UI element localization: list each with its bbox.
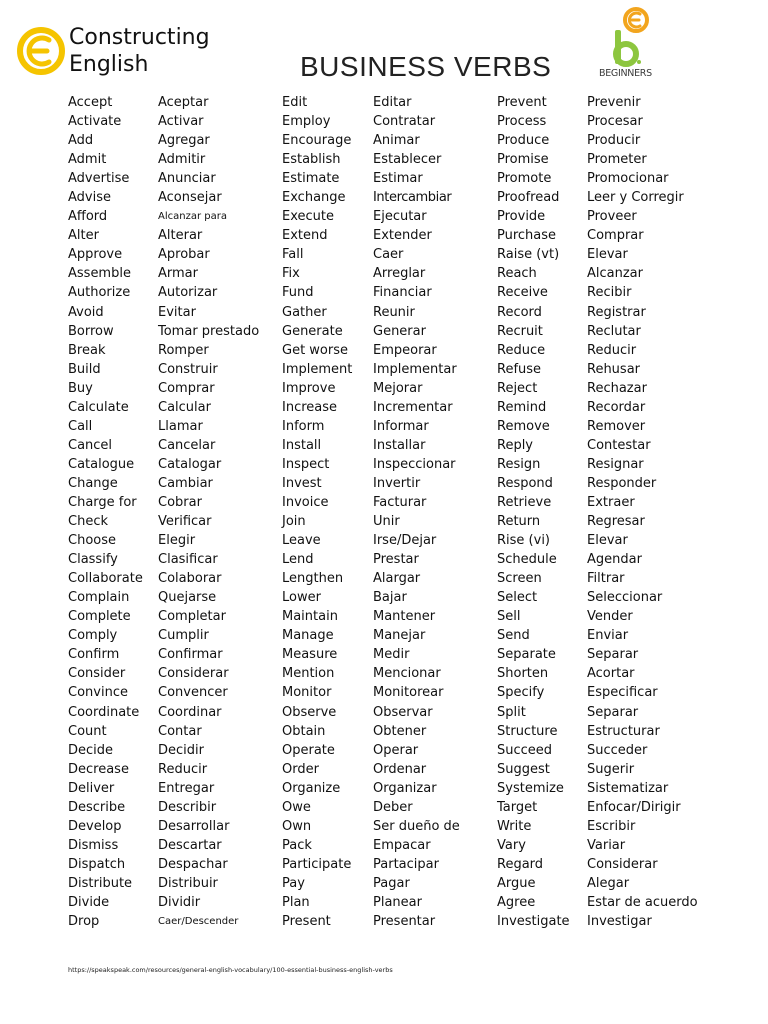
english-verb: Buy	[68, 380, 93, 396]
english-verb: Deliver	[68, 780, 115, 796]
english-verb: Promise	[497, 152, 549, 168]
spanish-verb: Reducir	[158, 761, 208, 777]
spanish-verb: Reunir	[373, 304, 415, 320]
spanish-verb: Alcanzar	[587, 266, 643, 282]
spanish-verb: Prestar	[373, 552, 419, 568]
constructing-english-logo-icon	[16, 26, 66, 76]
spanish-verb: Cobrar	[158, 494, 202, 510]
english-verb: Vary	[497, 837, 526, 853]
english-verb: Improve	[282, 380, 336, 396]
english-verb: Count	[68, 723, 107, 739]
english-verb: Check	[68, 514, 108, 530]
english-verb: Inspect	[282, 456, 330, 472]
english-verb: Dispatch	[68, 856, 126, 872]
english-verb: Remind	[497, 399, 547, 415]
spanish-verb: Acortar	[587, 666, 635, 682]
spanish-verb: Promocionar	[587, 171, 669, 187]
spanish-verb: Establecer	[373, 152, 442, 168]
spanish-verb: Producir	[587, 133, 641, 149]
spanish-verb: Organizar	[373, 780, 437, 796]
spanish-verb: Partacipar	[373, 856, 439, 872]
english-verb: Prevent	[497, 95, 547, 110]
spanish-verb: Procesar	[587, 114, 643, 130]
english-verb: Manage	[282, 628, 334, 644]
english-verb: Break	[68, 342, 106, 358]
spanish-verb: Caer	[373, 247, 404, 263]
english-verb: Owe	[282, 799, 311, 815]
spanish-verb: Separar	[587, 704, 639, 720]
spanish-verb: Medir	[373, 647, 410, 663]
english-verb: Reach	[497, 266, 537, 282]
english-verb: Schedule	[497, 552, 557, 568]
spanish-verb: Contratar	[373, 114, 436, 130]
english-verb: Lower	[282, 590, 321, 606]
english-verb: Invoice	[282, 494, 329, 510]
english-verb: Drop	[68, 914, 100, 930]
english-verb: Develop	[68, 818, 122, 834]
spanish-verb: Considerar	[587, 856, 658, 872]
spanish-verb: Facturar	[373, 494, 427, 510]
spanish-verb: Ordenar	[373, 761, 427, 777]
english-verb: Structure	[497, 723, 558, 739]
spanish-verb: Empeorar	[373, 342, 437, 358]
english-verb: Select	[497, 590, 538, 606]
english-verb: Build	[68, 361, 101, 377]
spanish-verb: Considerar	[158, 666, 229, 682]
english-verb: Retrieve	[497, 494, 552, 510]
spanish-verb: Tomar prestado	[158, 323, 260, 339]
english-verb: Lengthen	[282, 571, 344, 587]
english-verb: Call	[68, 418, 93, 434]
english-verb: Separate	[497, 647, 556, 663]
spanish-verb: Editar	[373, 95, 412, 110]
spanish-verb: Registrar	[587, 304, 646, 320]
english-verb: Avoid	[68, 304, 104, 320]
spanish-verb: Colaborar	[158, 571, 222, 587]
spanish-verb: Contar	[158, 723, 202, 739]
english-verb: Reply	[497, 437, 534, 453]
spanish-verb: Mejorar	[373, 380, 423, 396]
english-verb: Maintain	[282, 609, 338, 625]
spanish-verb: Variar	[587, 837, 626, 853]
english-verb: Organize	[282, 780, 341, 796]
spanish-verb: Elevar	[587, 533, 628, 549]
spanish-verb: Despachar	[158, 856, 228, 872]
spanish-verb: Estimar	[373, 171, 423, 187]
english-verb: Rise (vi)	[497, 533, 550, 549]
spanish-verb: Estructurar	[587, 723, 660, 739]
english-verb: Raise (vt)	[497, 247, 560, 263]
english-verb: Reduce	[497, 342, 546, 358]
english-verb: Mention	[282, 666, 335, 682]
spanish-verb: Admitir	[158, 152, 206, 168]
english-verb: Cancel	[68, 437, 113, 453]
english-verb: Catalogue	[68, 456, 135, 472]
english-verb: Provide	[497, 209, 546, 225]
english-verb: Refuse	[497, 361, 542, 377]
english-verb: Describe	[68, 799, 126, 815]
spanish-verb: Enviar	[587, 628, 629, 644]
english-verb: Succeed	[497, 742, 553, 758]
spanish-verb: Clasificar	[158, 552, 218, 568]
english-verb: Investigate	[497, 914, 570, 930]
brand-name	[69, 24, 210, 78]
english-verb: Sell	[497, 609, 521, 625]
spanish-verb: Animar	[373, 133, 420, 149]
english-verb: Add	[68, 133, 94, 149]
spanish-verb: Implementar	[373, 361, 457, 377]
spanish-verb: Observar	[373, 704, 433, 720]
english-verb: Invest	[282, 475, 322, 491]
spanish-verb: Mantener	[373, 609, 436, 625]
english-verb: Resign	[497, 456, 541, 472]
english-verb: Screen	[497, 571, 542, 587]
spanish-verb: Decidir	[158, 742, 204, 758]
english-verb: Return	[497, 514, 541, 530]
english-verb: Complain	[68, 590, 130, 606]
spanish-verb: Generar	[373, 323, 426, 339]
spanish-verb: Seleccionar	[587, 590, 663, 606]
english-verb: Specify	[497, 685, 545, 701]
spanish-verb: Responder	[587, 475, 657, 491]
spanish-verb: Manejar	[373, 628, 426, 644]
spanish-verb: Autorizar	[158, 285, 218, 301]
source-url: https://speakspeak.com/resources/general-english-vocabulary/100-essential-business-english-verbs	[68, 966, 393, 974]
beginners-logo-icon	[608, 6, 664, 70]
english-verb: Advise	[68, 190, 111, 206]
spanish-verb: Leer y Corregir	[587, 190, 684, 206]
english-verb: Proofread	[497, 190, 560, 206]
english-verb: Reject	[497, 380, 538, 396]
beginners-logo	[590, 6, 680, 84]
spanish-verb: Dividir	[158, 894, 201, 910]
spanish-verb: Extraer	[587, 494, 635, 510]
spanish-verb: Agregar	[158, 133, 210, 149]
english-verb: Charge for	[68, 494, 137, 510]
english-verb: Generate	[282, 323, 343, 339]
english-verb: Collaborate	[68, 571, 143, 587]
english-verb: Participate	[282, 856, 352, 872]
spanish-verb: Presentar	[373, 914, 436, 930]
english-verb: Comply	[68, 628, 118, 644]
spanish-verb: Agendar	[587, 552, 642, 568]
spanish-verb: Mencionar	[373, 666, 441, 682]
verb-column-english-1	[68, 93, 143, 931]
english-verb: Target	[497, 799, 538, 815]
spanish-verb: Calcular	[158, 399, 211, 415]
english-verb: Order	[282, 761, 319, 777]
spanish-verb: Catalogar	[158, 456, 222, 472]
english-verb: Fix	[282, 266, 300, 282]
english-verb: Fall	[282, 247, 304, 263]
english-verb: Admit	[68, 152, 107, 168]
english-verb: Record	[497, 304, 542, 320]
spanish-verb: Cumplir	[158, 628, 209, 644]
english-verb: Dismiss	[68, 837, 119, 853]
spanish-verb: Invertir	[373, 475, 421, 491]
spanish-verb: Comprar	[158, 380, 215, 396]
english-verb: Measure	[282, 647, 338, 663]
english-verb: Coordinate	[68, 704, 140, 720]
english-verb: Edit	[282, 95, 308, 110]
spanish-verb: Cambiar	[158, 475, 213, 491]
spanish-verb: Comprar	[587, 228, 644, 244]
english-verb: Receive	[497, 285, 548, 301]
english-verb: Observe	[282, 704, 337, 720]
spanish-verb: Regresar	[587, 514, 645, 530]
spanish-verb: Caer/Descender	[158, 916, 239, 928]
spanish-verb: Alegar	[587, 875, 630, 891]
spanish-verb: Rechazar	[587, 380, 647, 396]
english-verb: Send	[497, 628, 530, 644]
brand-line-2: English	[69, 52, 149, 77]
spanish-verb: Prometer	[587, 152, 647, 168]
english-verb: Pack	[282, 837, 312, 853]
spanish-verb: Rehusar	[587, 361, 641, 377]
spanish-verb: Unir	[373, 514, 400, 530]
spanish-verb: Contestar	[587, 437, 651, 453]
spanish-verb: Aprobar	[158, 247, 210, 263]
english-verb: Operate	[282, 742, 335, 758]
spanish-verb: Empacar	[373, 837, 431, 853]
spanish-verb: Inspeccionar	[373, 456, 456, 472]
spanish-verb: Prevenir	[587, 95, 641, 110]
english-verb: Extend	[282, 228, 328, 244]
spanish-verb: Enfocar/Dirigir	[587, 799, 681, 815]
spanish-verb: Recordar	[587, 399, 646, 415]
spanish-verb: Desarrollar	[158, 818, 230, 834]
spanish-verb: Sistematizar	[587, 780, 669, 796]
spanish-verb: Separar	[587, 647, 639, 663]
english-verb: Activate	[68, 114, 122, 130]
english-verb: Borrow	[68, 323, 114, 339]
beginners-label: BEGINNERS	[599, 68, 652, 79]
english-verb: Present	[282, 914, 331, 930]
english-verb: Calculate	[68, 399, 129, 415]
english-verb: Purchase	[497, 228, 557, 244]
spanish-verb: Confirmar	[158, 647, 223, 663]
spanish-verb: Descartar	[158, 837, 222, 853]
spanish-verb: Escribir	[587, 818, 636, 834]
brand-line-1: Constructing	[69, 25, 210, 50]
english-verb: Argue	[497, 875, 536, 891]
english-verb: Get worse	[282, 342, 349, 358]
spanish-verb: Financiar	[373, 285, 432, 301]
spanish-verb: Romper	[158, 342, 209, 358]
spanish-verb: Resignar	[587, 456, 644, 472]
english-verb: Produce	[497, 133, 550, 149]
spanish-verb: Entregar	[158, 780, 215, 796]
english-verb: Lend	[282, 552, 314, 568]
spanish-verb: Planear	[373, 894, 422, 910]
spanish-verb: Activar	[158, 114, 204, 130]
spanish-verb: Evitar	[158, 304, 196, 320]
spanish-verb: Succeder	[587, 742, 648, 758]
english-verb: Implement	[282, 361, 353, 377]
english-verb: Plan	[282, 894, 310, 910]
spanish-verb: Alargar	[373, 571, 421, 587]
spanish-verb: Alterar	[158, 228, 203, 244]
spanish-verb: Aconsejar	[158, 190, 222, 206]
english-verb: Remove	[497, 418, 550, 434]
english-verb: Encourage	[282, 133, 352, 149]
english-verb: Process	[497, 114, 547, 130]
spanish-verb: Coordinar	[158, 704, 222, 720]
english-verb: Leave	[282, 533, 321, 549]
spanish-verb: Armar	[158, 266, 198, 282]
english-verb: Decide	[68, 742, 114, 758]
english-verb: Suggest	[497, 761, 550, 777]
spanish-verb: Proveer	[587, 209, 637, 225]
english-verb: Gather	[282, 304, 327, 320]
constructing-english-logo	[16, 24, 246, 80]
verb-column-spanish-2	[373, 93, 460, 931]
english-verb: Execute	[282, 209, 334, 225]
spanish-verb: Describir	[158, 799, 217, 815]
spanish-verb: Anunciar	[158, 171, 216, 187]
english-verb: Confirm	[68, 647, 120, 663]
english-verb: Establish	[282, 152, 341, 168]
english-verb: Complete	[68, 609, 131, 625]
english-verb: Approve	[68, 247, 123, 263]
english-verb: Split	[497, 704, 526, 720]
english-verb: Consider	[68, 666, 126, 682]
english-verb: Distribute	[68, 875, 133, 891]
spanish-verb: Arreglar	[373, 266, 426, 282]
spanish-verb: Quejarse	[158, 590, 217, 606]
spanish-verb: Remover	[587, 418, 646, 434]
english-verb: Decrease	[68, 761, 129, 777]
english-verb: Fund	[282, 285, 314, 301]
spanish-verb: Informar	[373, 418, 429, 434]
english-verb: Monitor	[282, 685, 332, 701]
english-verb: Inform	[282, 418, 325, 434]
spanish-verb: Aceptar	[158, 95, 209, 110]
spanish-verb: Distribuir	[158, 875, 218, 891]
english-verb: Classify	[68, 552, 118, 568]
spanish-verb: Alcanzar para	[158, 211, 227, 223]
spanish-verb: Recibir	[587, 285, 632, 301]
english-verb: Authorize	[68, 285, 131, 301]
spanish-verb: Elegir	[158, 533, 196, 549]
spanish-verb: Investigar	[587, 914, 652, 930]
english-verb: Shorten	[497, 666, 549, 682]
spanish-verb: Irse/Dejar	[373, 533, 437, 549]
spanish-verb: Reducir	[587, 342, 637, 358]
spanish-verb: Intercambiar	[373, 190, 452, 206]
spanish-verb: Estar de acuerdo	[587, 894, 698, 910]
english-verb: Regard	[497, 856, 544, 872]
english-verb: Accept	[68, 95, 113, 110]
spanish-verb: Operar	[373, 742, 419, 758]
english-verb: Pay	[282, 875, 305, 891]
spanish-verb: Elevar	[587, 247, 628, 263]
english-verb: Install	[282, 437, 322, 453]
english-verb: Agree	[497, 894, 536, 910]
spanish-verb: Sugerir	[587, 761, 635, 777]
english-verb: Obtain	[282, 723, 326, 739]
spanish-verb: Convencer	[158, 685, 228, 701]
english-verb: Own	[282, 818, 312, 834]
spanish-verb: Pagar	[373, 875, 410, 891]
spanish-verb: Completar	[158, 609, 226, 625]
spanish-verb: Ejecutar	[373, 209, 427, 225]
english-verb: Alter	[68, 228, 99, 244]
page-title: BUSINESS VERBS	[300, 51, 552, 82]
spanish-verb: Monitorear	[373, 685, 444, 701]
spanish-verb: Incrementar	[373, 399, 453, 415]
english-verb: Increase	[282, 399, 338, 415]
spanish-verb: Verificar	[158, 514, 212, 530]
spanish-verb: Especificar	[587, 685, 658, 701]
english-verb: Join	[282, 514, 306, 530]
english-verb: Advertise	[68, 171, 130, 187]
spanish-verb: Ser dueño de	[373, 818, 460, 834]
english-verb: Promote	[497, 171, 552, 187]
spanish-verb: Reclutar	[587, 323, 641, 339]
english-verb: Afford	[68, 209, 108, 225]
spanish-verb: Construir	[158, 361, 218, 377]
english-verb: Assemble	[68, 266, 131, 282]
english-verb: Write	[497, 818, 532, 834]
spanish-verb: Installar	[373, 437, 426, 453]
spanish-verb: Vender	[587, 609, 633, 625]
english-verb: Exchange	[282, 190, 346, 206]
spanish-verb: Llamar	[158, 418, 203, 434]
spanish-verb: Cancelar	[158, 437, 216, 453]
spanish-verb: Deber	[373, 799, 413, 815]
spanish-verb: Extender	[373, 228, 432, 244]
english-verb: Divide	[68, 894, 110, 910]
spanish-verb: Bajar	[373, 590, 407, 606]
english-verb: Respond	[497, 475, 553, 491]
english-verb: Choose	[68, 533, 116, 549]
verb-column-spanish-3	[587, 93, 698, 931]
english-verb: Change	[68, 475, 118, 491]
english-verb: Convince	[68, 685, 128, 701]
verb-column-english-3	[497, 93, 570, 931]
spanish-verb: Obtener	[373, 723, 427, 739]
english-verb: Recruit	[497, 323, 543, 339]
verb-column-english-2	[282, 93, 352, 931]
spanish-verb: Filtrar	[587, 571, 625, 587]
english-verb: Estimate	[282, 171, 340, 187]
english-verb: Employ	[282, 114, 331, 130]
english-verb: Systemize	[497, 780, 564, 796]
verb-column-spanish-1	[158, 93, 259, 931]
